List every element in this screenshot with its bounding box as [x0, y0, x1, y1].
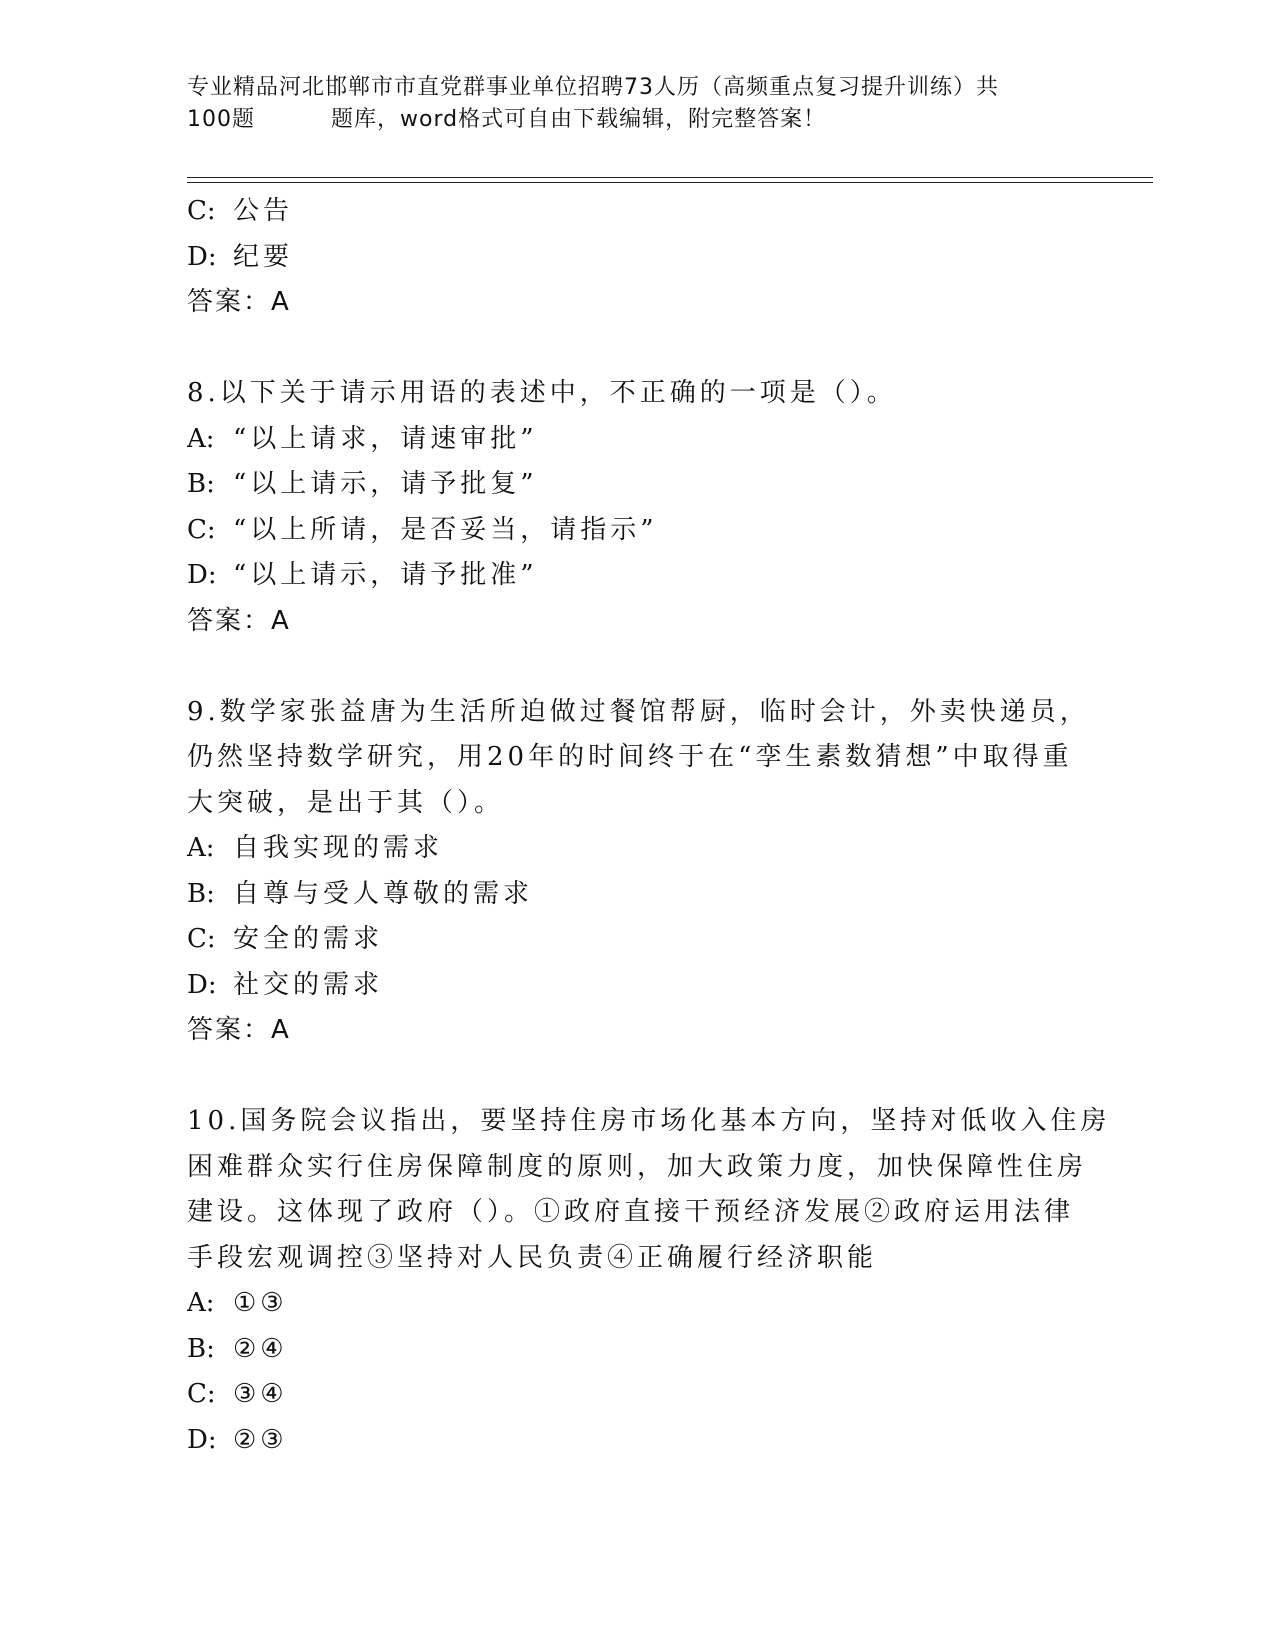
answer-label: 答案：A [187, 605, 291, 636]
question-stem: 8.以下关于请示用语的表述中，不正确的一项是（）。 [187, 378, 897, 408]
document-header [187, 72, 1067, 136]
option-c: C: “以上所请，是否妥当，请指示” [187, 514, 658, 545]
question-stem-line: 大突破，是出于其（）。 [187, 787, 505, 818]
header-count: 100题 [187, 107, 255, 132]
question-stem-line: 仍然坚持数学研究，用20年的时间终于在“孪生素数猜想”中取得重 [187, 742, 1073, 772]
question-fragment [187, 189, 1087, 326]
option-c: C: ③④ [187, 1379, 288, 1409]
option-a: A: “以上请求，请速审批” [187, 423, 538, 454]
option-a: A: ①③ [187, 1288, 288, 1318]
option-c: C: 安全的需求 [187, 924, 384, 954]
option-b: B: “以上请示，请予批复” [187, 469, 538, 499]
option-c: C: 公告 [187, 196, 294, 226]
question-list [187, 189, 1111, 1463]
answer-label: 答案：A [187, 287, 291, 317]
option-b: B: 自尊与受人尊敬的需求 [187, 878, 534, 909]
header-divider-top [187, 177, 1153, 178]
option-d: D: “以上请示，请予批准” [187, 560, 538, 590]
option-d: D: 社交的需求 [187, 969, 384, 1000]
question-stem-line: 10.国务院会议指出，要坚持住房市场化基本方向，坚持对低收入住房 [187, 1106, 1111, 1136]
question-10 [187, 1099, 1111, 1463]
header-line-2 [187, 104, 1067, 136]
header-line-1: 专业精品河北邯郸市市直党群事业单位招聘73人历（高频重点复习提升训练）共 [187, 75, 999, 100]
option-a: A: 自我实现的需求 [187, 833, 444, 863]
answer-label: 答案：A [187, 1015, 291, 1045]
question-9 [187, 690, 1090, 1054]
option-d: D: ②③ [187, 1424, 288, 1455]
question-stem-line: 手段宏观调控③坚持对人民负责④正确履行经济职能 [187, 1242, 878, 1273]
header-divider-bottom [187, 182, 1153, 183]
question-stem-line: 9.数学家张益唐为生活所迫做过餐馆帮厨，临时会计，外卖快递员， [187, 696, 1090, 727]
question-stem-line: 建设。这体现了政府（）。①政府直接干预经济发展②政府运用法律 [187, 1197, 1075, 1227]
header-description: 题库，word格式可自由下载编辑，附完整答案！ [331, 107, 827, 132]
question-8 [187, 371, 1087, 644]
question-stem-line: 困难群众实行住房保障制度的原则，加大政策力度，加快保障性住房 [187, 1151, 1088, 1182]
option-b: B: ②④ [187, 1333, 288, 1364]
option-d: D: 纪要 [187, 241, 294, 272]
